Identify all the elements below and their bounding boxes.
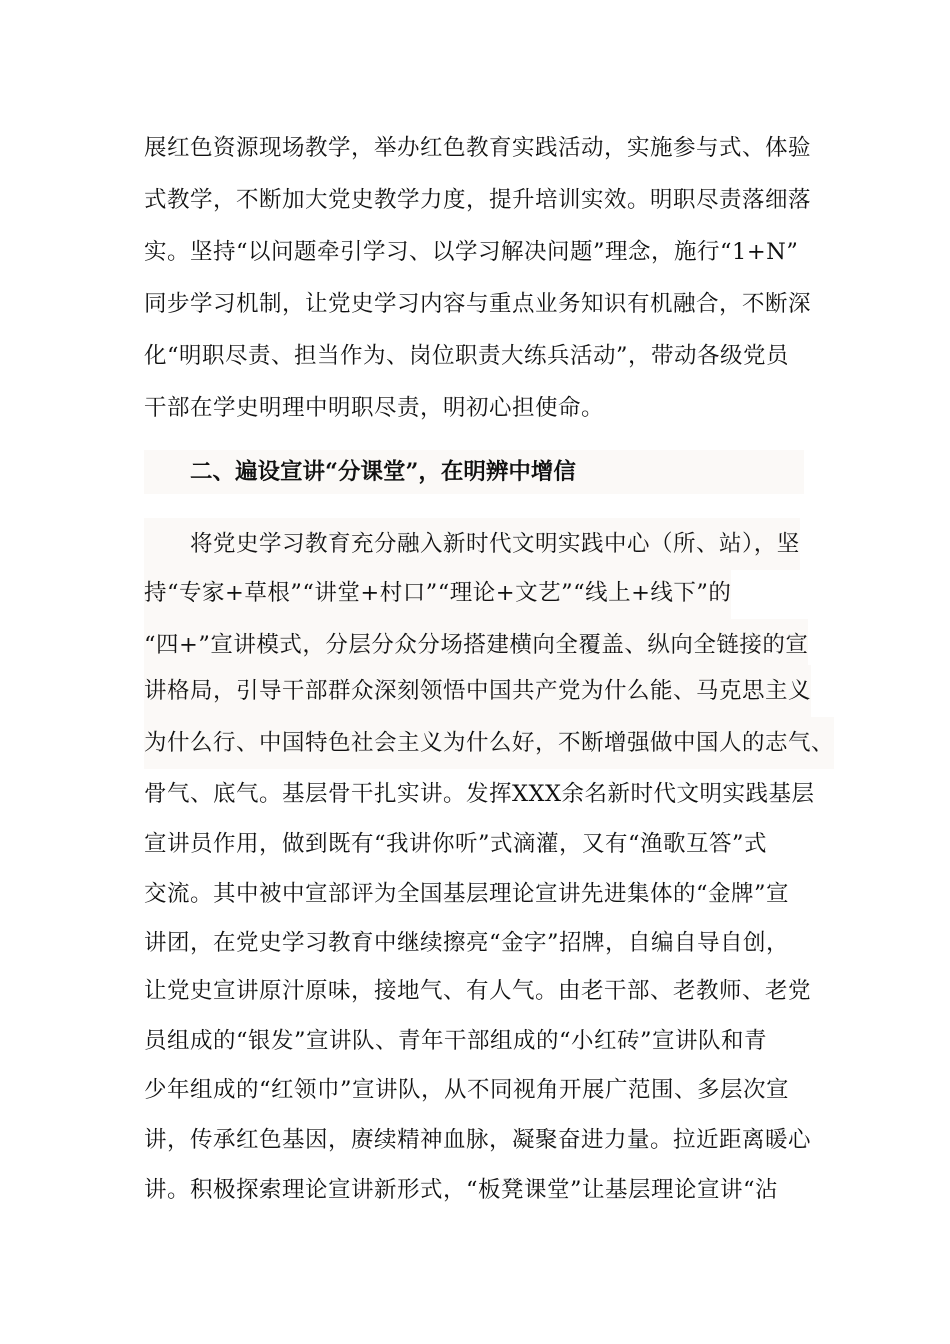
paragraph-line: 为什么行、中国特色社会主义为什么好，不断增强做中国人的志气、 bbox=[144, 717, 834, 769]
paragraph-line: 讲团，在党史学习教育中继续擦亮“金字”招牌，自编自导自创， bbox=[144, 930, 790, 956]
paragraph-line: 少年组成的“红领巾”宣讲队，从不同视角开展广范围、多层次宣 bbox=[144, 1077, 790, 1103]
paragraph-line: 员组成的“银发”宣讲队、青年干部组成的“小红砖”宣讲队和青 bbox=[144, 1028, 768, 1054]
paragraph-line: 交流。其中被中宣部评为全国基层理论宣讲先进集体的“金牌”宣 bbox=[144, 881, 790, 907]
paragraph-line: “四+”宣讲模式，分层分众分场搭建横向全覆盖、纵向全链接的宣 bbox=[144, 619, 808, 671]
paragraph-line: 展红色资源现场教学，举办红色教育实践活动，实施参与式、体验 bbox=[144, 135, 812, 161]
paragraph-line: 持“专家+草根”“讲堂+村口”“理论+文艺”“线上+线下”的 bbox=[144, 567, 731, 619]
paragraph-line: 同步学习机制，让党史学习内容与重点业务知识有机融合，不断深 bbox=[144, 291, 812, 317]
paragraph-line: 干部在学史明理中明职尽责，明初心担使命。 bbox=[144, 395, 605, 421]
paragraph-line: 讲格局，引导干部群众深刻领悟中国共产党为什么能、马克思主义 bbox=[144, 665, 811, 717]
paragraph-line: 实。坚持“以问题牵引学习、以学习解决问题”理念，施行“1+N” bbox=[144, 239, 799, 265]
paragraph-line: 讲，传承红色基因，赓续精神血脉，凝聚奋进力量。拉近距离暖心 bbox=[144, 1127, 812, 1153]
paragraph-line: 让党史宣讲原汁原味，接地气、有人气。由老干部、老教师、老党 bbox=[144, 978, 812, 1004]
paragraph-line: 讲。积极探索理论宣讲新形式，“板凳课堂”让基层理论宣讲“沾 bbox=[144, 1177, 779, 1203]
paragraph-line: 化“明职尽责、担当作为、岗位职责大练兵活动”，带动各级党员 bbox=[144, 343, 790, 369]
paragraph-line: 式教学，不断加大党史教学力度，提升培训实效。明职尽责落细落 bbox=[144, 187, 812, 213]
paragraph-line: 骨气、底气。基层骨干扎实讲。发挥XXX余名新时代文明实践基层 bbox=[144, 781, 815, 807]
paragraph-line: 宣讲员作用，做到既有“我讲你听”式滴灌，又有“渔歌互答”式 bbox=[144, 831, 768, 857]
section-heading: 二、遍设宣讲“分课堂”，在明辨中增信 bbox=[144, 450, 804, 494]
paragraph-line: 将党史学习教育充分融入新时代文明实践中心（所、站），坚 bbox=[144, 518, 800, 570]
